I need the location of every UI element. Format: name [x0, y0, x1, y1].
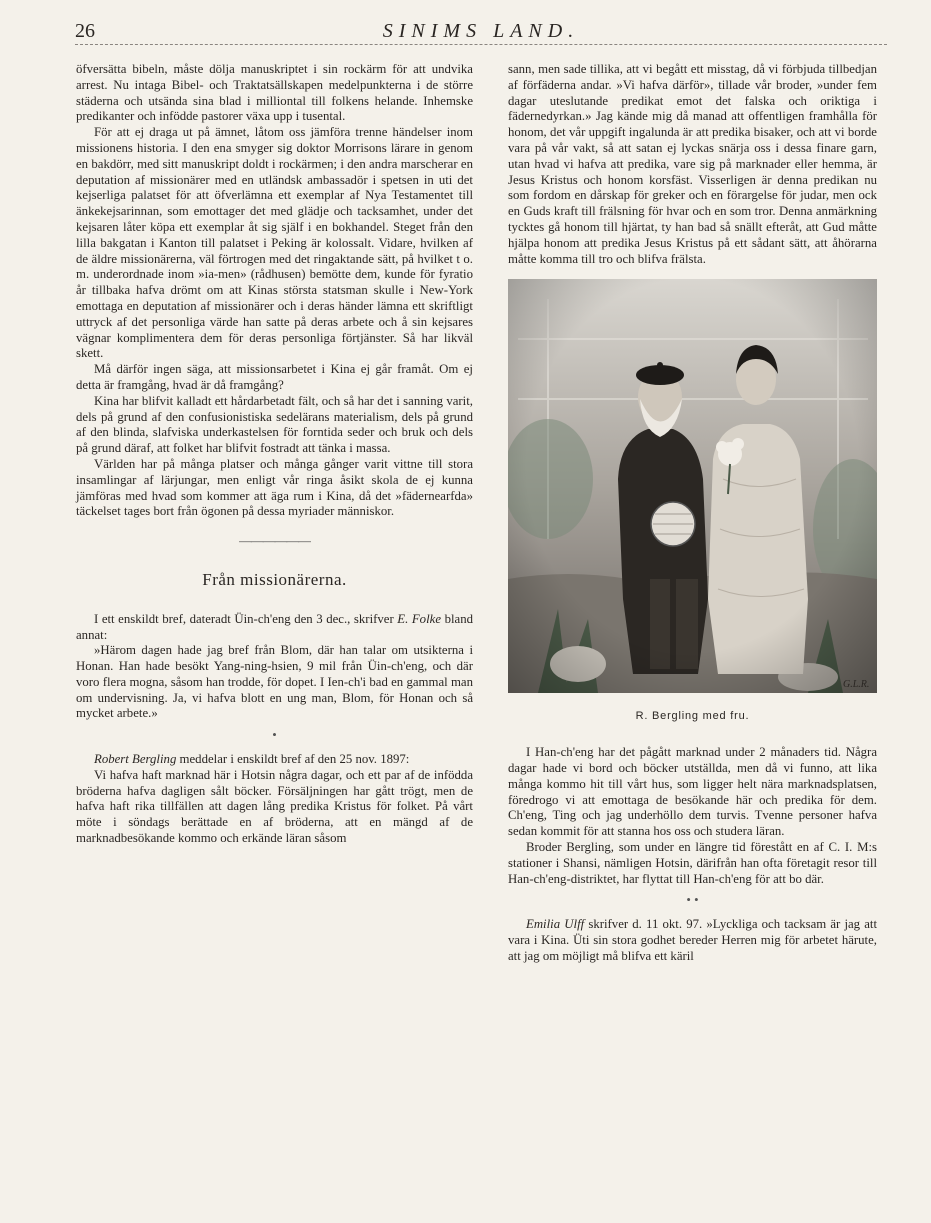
photo-monogram: G.L.R.	[843, 679, 870, 691]
paragraph: »Härom dagen hade jag bref från Blom, där han talar om utsikterna i Honan. Han hade besökt Yang-ning-hsien, 9 mil från Üin-ch'eng, och där voro flera mogna, såsom han trodde, för dopet. I Ien-ch'i bad en gammal man om undervisning. Ja, vi hafva blott en ung man, Blom, för Honan och så mycket arbete.»	[76, 643, 473, 721]
paragraph: Kina har blifvit kalladt ett hårdarbetadt fält, och så har det i sanning varit, dels på grund af den confusionistiska sedelärans materialism, dels på grund af den blinda, slafviska underkastelsen för forntida seder och bruk och dels på grund däraf, att folket har blifvit fostradt att tänka i massa.	[76, 393, 473, 456]
paragraph	[76, 612, 473, 644]
author-name: E. Folke	[397, 611, 441, 626]
portrait-photo	[508, 279, 877, 693]
text: skrifver d. 11 okt. 97. »Lyckliga och tacksam är jag att vara i Kina. Üti sin stora godhet bereder Herren mig för arbetet härute, att jag om möjligt må blifva ett käril	[508, 917, 878, 963]
paragraph: Vi hafva haft marknad här i Hotsin några dagar, och ett par af de infödda bröderna hafva dagligen sålt böcker. Försäljningen har gått trögt, men de hafva haft rika tillfällen att dagen lång predika Kristus för folket. På vårt möte i söndags berättade en af bröderna, att en mängd af de marknadbesökande kommo och erkände läran såsom	[76, 767, 473, 846]
paragraph	[508, 917, 877, 964]
paragraph: Världen har på många platser och många gånger varit vittne till stora insamlingar af lärjungar, men enligt vår ringa åsikt skola de ej kunna jämföras med hvad som kommer att äga rum i Kina, då det »fädernearfda» täckelset tages bort från ögonen på dessa myriader människor.	[76, 456, 473, 519]
paragraph	[76, 752, 473, 768]
text: meddelar i enskildt bref af den 25 nov. 1897:	[179, 752, 410, 767]
left-column	[76, 62, 473, 847]
header-rule	[75, 44, 887, 45]
section-separator: ——————	[239, 534, 310, 549]
paragraph: I Han-ch'eng har det pågått marknad under 2 månaders tid. Några dagar hade vi bord och böcker utställda, men då vi funno, att lika många kommo hit till vårt hus, som ligger helt nära marknadsplatsen, föredrogo vi att emottaga de besökande här och predika för dem. Ch'eng, Ting och jag underhöllo dem turvis. Tvenne personer hafva sedan kommit för att stanna hos oss och studera läran.	[508, 745, 877, 839]
photo	[508, 279, 877, 693]
photo-caption: R. Bergling med fru.	[635, 710, 750, 723]
page-number: 26	[75, 20, 95, 42]
paragraph: För att ej draga ut på ämnet, låtom oss jämföra trenne händelser inom missionens historia. I den ena smyger sig doktor Morrisons lärare in genom en bakdörr, med sitt manuskript doldt i rockärmen; i den andra marscherar en deputation af missionärer med en utländsk ambassadör i spetsen in uti det kejserliga palatset för att öfverlämna ett exemplar af Nya Testamentet till änkekejsarinnan, som emottager det med glädje och tacksamhet, under det kejsaren låter köpa ett exemplar åt sig själf i en bokhandel. Steget från den lilla bakgatan i Kanton till palatset i Peking är kolossalt. Vidare, hvilken af de äldre missionärerna, väl förtrogen med det ringaktande sätt, på hvilket t o. m. underordnade inom »ia-men» (rådhusen) bemötte dem, kunde för fyratio år tillbaka hafva drömt om att Kinas största statsman skulle i New-York emottaga en deputation af missionärer och i deras händer lämna ett skriftligt uttryck af det personliga värde han satte på deras arbete och å sin kejsares vägnar komplimentera dem för deras personliga förtjänster. Så har likväl skett.	[76, 125, 473, 361]
paragraph: Må därför ingen säga, att missionsarbetet i Kina ej går framåt. Om ej detta är framgång, hvad är då framgång?	[76, 362, 473, 392]
author-name: Robert Bergling	[94, 752, 177, 767]
running-title: SINIMS LAND.	[382, 20, 580, 42]
text: bland annat:	[76, 611, 473, 642]
text: I ett enskildt bref, dateradt Üin-ch'eng den 3 dec., skrifver	[94, 611, 394, 626]
paragraph: öfversätta bibeln, måste dölja manuskriptet i sin rockärm för att undvika arrest. Nu intaga Bibel- och Traktatsällskapen medelpunkterna i de större städerna och utsända sina blad i milliontal till folkens helande. Inhemske predikanter och infödde pastorer växa upp i tusental.	[76, 62, 473, 124]
dot-divider: • •	[686, 893, 699, 908]
author-name: Emilia Ulff	[526, 917, 585, 932]
section-title: Från missionärerna.	[202, 569, 347, 589]
dot-divider: •	[272, 728, 277, 743]
right-column	[508, 62, 877, 965]
paragraph: sann, men sade tillika, att vi begått ett misstag, då vi förbjuda tillbedjan af förfäderna andar. »Vi hafva därför», tillade vår broder, »under fem dagar uteslutande predikat emot det falska och oriktiga i fädernedyrkan.» Jag kände mig då manad att offentligen framhålla för honom, det vår uppgift ingalunda är att predika bisaker, och att vi borde vara på vår vakt, så att satan ej lyckas snärja oss i dessa finare garn, utan hvad vi hafva att predika, vare sig på marknader eller hemma, är Jesus Kristus och honom korsfäst. Visserligen är denna predikan nu som fordom en dårskap för greker och en förargelse för judar, men ock en Guds kraft till frälsning för hvar och en som tror. Denna anmärkning tycktes gå honom till hjärtat, ty han bad så snällt efteråt, att Gud måtte hjälpa honom att predika Jesus Kristus på ett sådant sätt, att åhörarna måtte komma till tro och blifva frälsta.	[508, 62, 877, 266]
paragraph: Broder Bergling, som under en längre tid förestått en af C. I. M:s stationer i Shansi, nämligen Hotsin, därifrån han ofta företagit resor till Han-ch'eng-distriktet, har flyttat till Han-ch'eng för att bo där.	[508, 839, 877, 886]
